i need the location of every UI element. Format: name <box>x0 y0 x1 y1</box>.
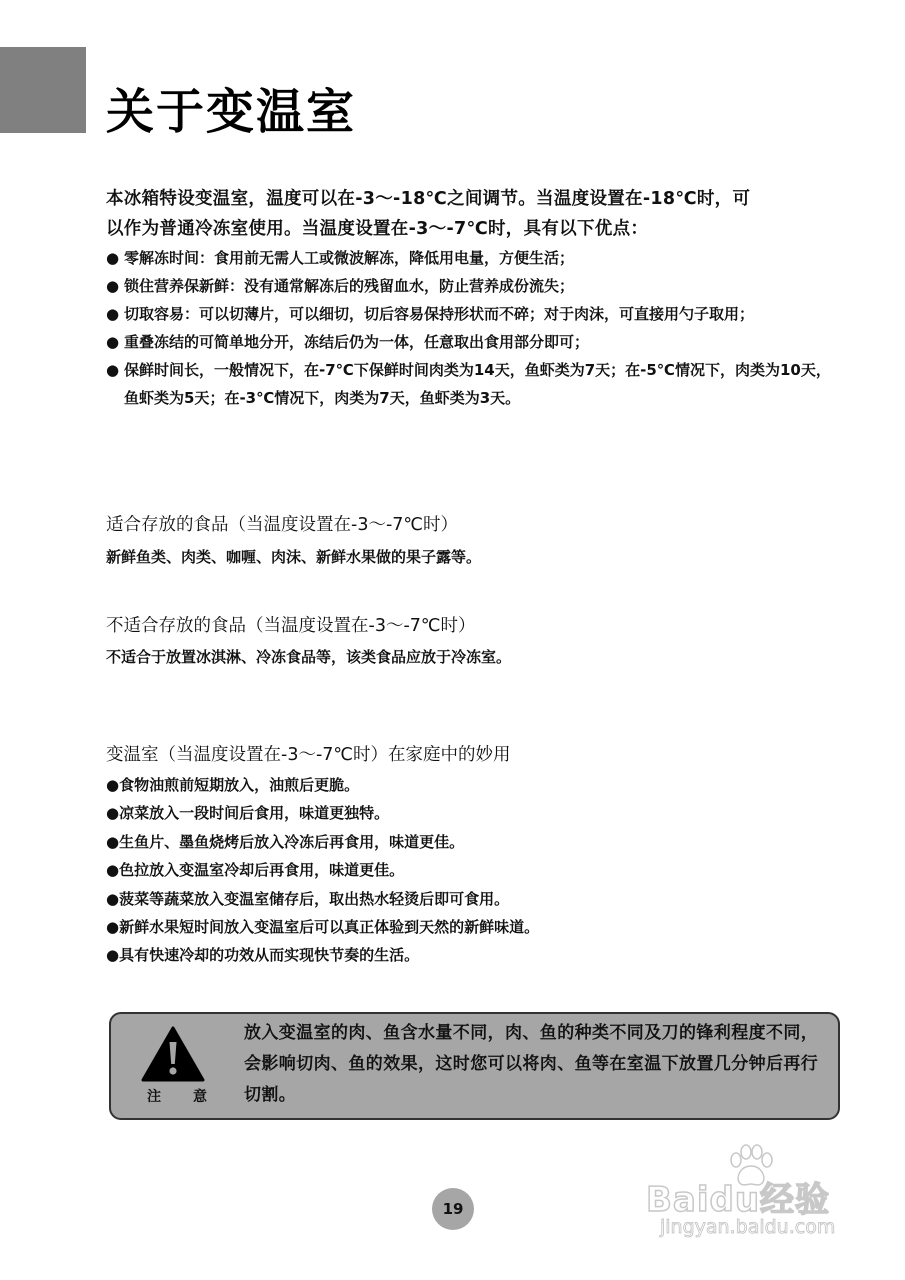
watermark <box>640 1150 880 1250</box>
bullet-icon: ● <box>106 889 120 908</box>
bullet-icon: ● <box>106 776 120 794</box>
tip-item: ●具有快速冷却的功效从而实现快节奏的生活。 <box>106 946 420 965</box>
page-title: 关于变温室 <box>106 84 357 140</box>
unsuitable-foods-heading: 不适合存放的食品（当温度设置在-3～-7℃时） <box>106 616 476 636</box>
watermark-url: jingyan.baidu.com <box>660 1216 836 1238</box>
warning-triangle-icon <box>141 1026 205 1082</box>
caution-box <box>109 1012 840 1120</box>
intro-line-2: 以作为普通冷冻室使用。当温度设置在-3～-7℃时，具有以下优点： <box>106 219 649 239</box>
tips-heading: 变温室（当温度设置在-3～-7℃时）在家庭中的妙用 <box>106 745 511 765</box>
tip-item: ●生鱼片、墨鱼烧烤后放入冷冻后再食用，味道更佳。 <box>106 832 465 851</box>
tips-list <box>106 771 539 970</box>
bullet-icon: ● <box>106 804 120 823</box>
advantage-item: ● 零解冻时间：食用前无需人工或微波解冻，降低用电量，方便生活； <box>106 244 836 272</box>
intro-paragraph <box>106 184 836 244</box>
tip-item: ●菠菜等蔬菜放入变温室储存后，取出热水轻烫后即可食用。 <box>106 889 510 908</box>
page-number: 19 <box>432 1188 474 1230</box>
caution-label: 注 意 <box>147 1089 207 1105</box>
tip-item: ●色拉放入变温室冷却后再食用，味道更佳。 <box>106 861 405 880</box>
advantage-item: ● 保鲜时间长，一般情况下，在-7℃下保鲜时间肉类为14天，鱼虾类为7天；在-5℃情况下，肉类为10天，鱼虾类为5天；在-3℃情况下，肉类为7天，鱼虾类为3天。 <box>106 356 836 412</box>
bullet-icon: ● <box>106 946 120 965</box>
bullet-icon: ● <box>106 249 120 267</box>
tip-item: ●新鲜水果短时间放入变温室后可以真正体验到天然的新鲜味道。 <box>106 918 540 937</box>
advantage-item: ● 切取容易：可以切薄片，可以细切，切后容易保持形状而不碎；对于肉沫，可直接用勺子取用； <box>106 300 836 328</box>
watermark-logo: Baidu经验 <box>646 1180 831 1220</box>
advantage-item: ● 锁住营养保新鲜：没有通常解冻后的残留血水，防止营养成份流失； <box>106 272 836 300</box>
suitable-foods-heading: 适合存放的食品（当温度设置在-3～-7℃时） <box>106 515 459 535</box>
advantages-list <box>106 244 836 412</box>
bullet-icon: ● <box>106 277 120 295</box>
intro-line-1: 本冰箱特设变温室，温度可以在-3～-18℃之间调节。当温度设置在-18℃时，可 <box>106 189 751 209</box>
unsuitable-foods-body: 不适合于放置冰淇淋、冷冻食品等，该类食品应放于冷冻室。 <box>106 648 512 666</box>
bullet-icon: ● <box>106 361 120 379</box>
advantage-item: ● 重叠冻结的可简单地分开，冻结后仍为一体，任意取出食用部分即可； <box>106 328 836 356</box>
suitable-foods-body: 新鲜鱼类、肉类、咖喱、肉沫、新鲜水果做的果子露等。 <box>106 548 482 566</box>
caution-text: 放入变温室的肉、鱼含水量不同，肉、鱼的种类不同及刀的锋利程度不同，会影响切肉、鱼的效果，这时您可以将肉、鱼等在室温下放置几分钟后再行切割。 <box>244 1023 819 1105</box>
bullet-icon: ● <box>106 861 120 880</box>
bullet-icon: ● <box>106 918 120 937</box>
tip-item: ●食物油煎前短期放入，油煎后更脆。 <box>106 776 360 794</box>
bullet-icon: ● <box>106 333 120 351</box>
bullet-icon: ● <box>106 305 120 323</box>
tip-item: ●凉菜放入一段时间后食用，味道更独特。 <box>106 804 390 823</box>
corner-tab <box>0 47 86 133</box>
bullet-icon: ● <box>106 832 120 851</box>
